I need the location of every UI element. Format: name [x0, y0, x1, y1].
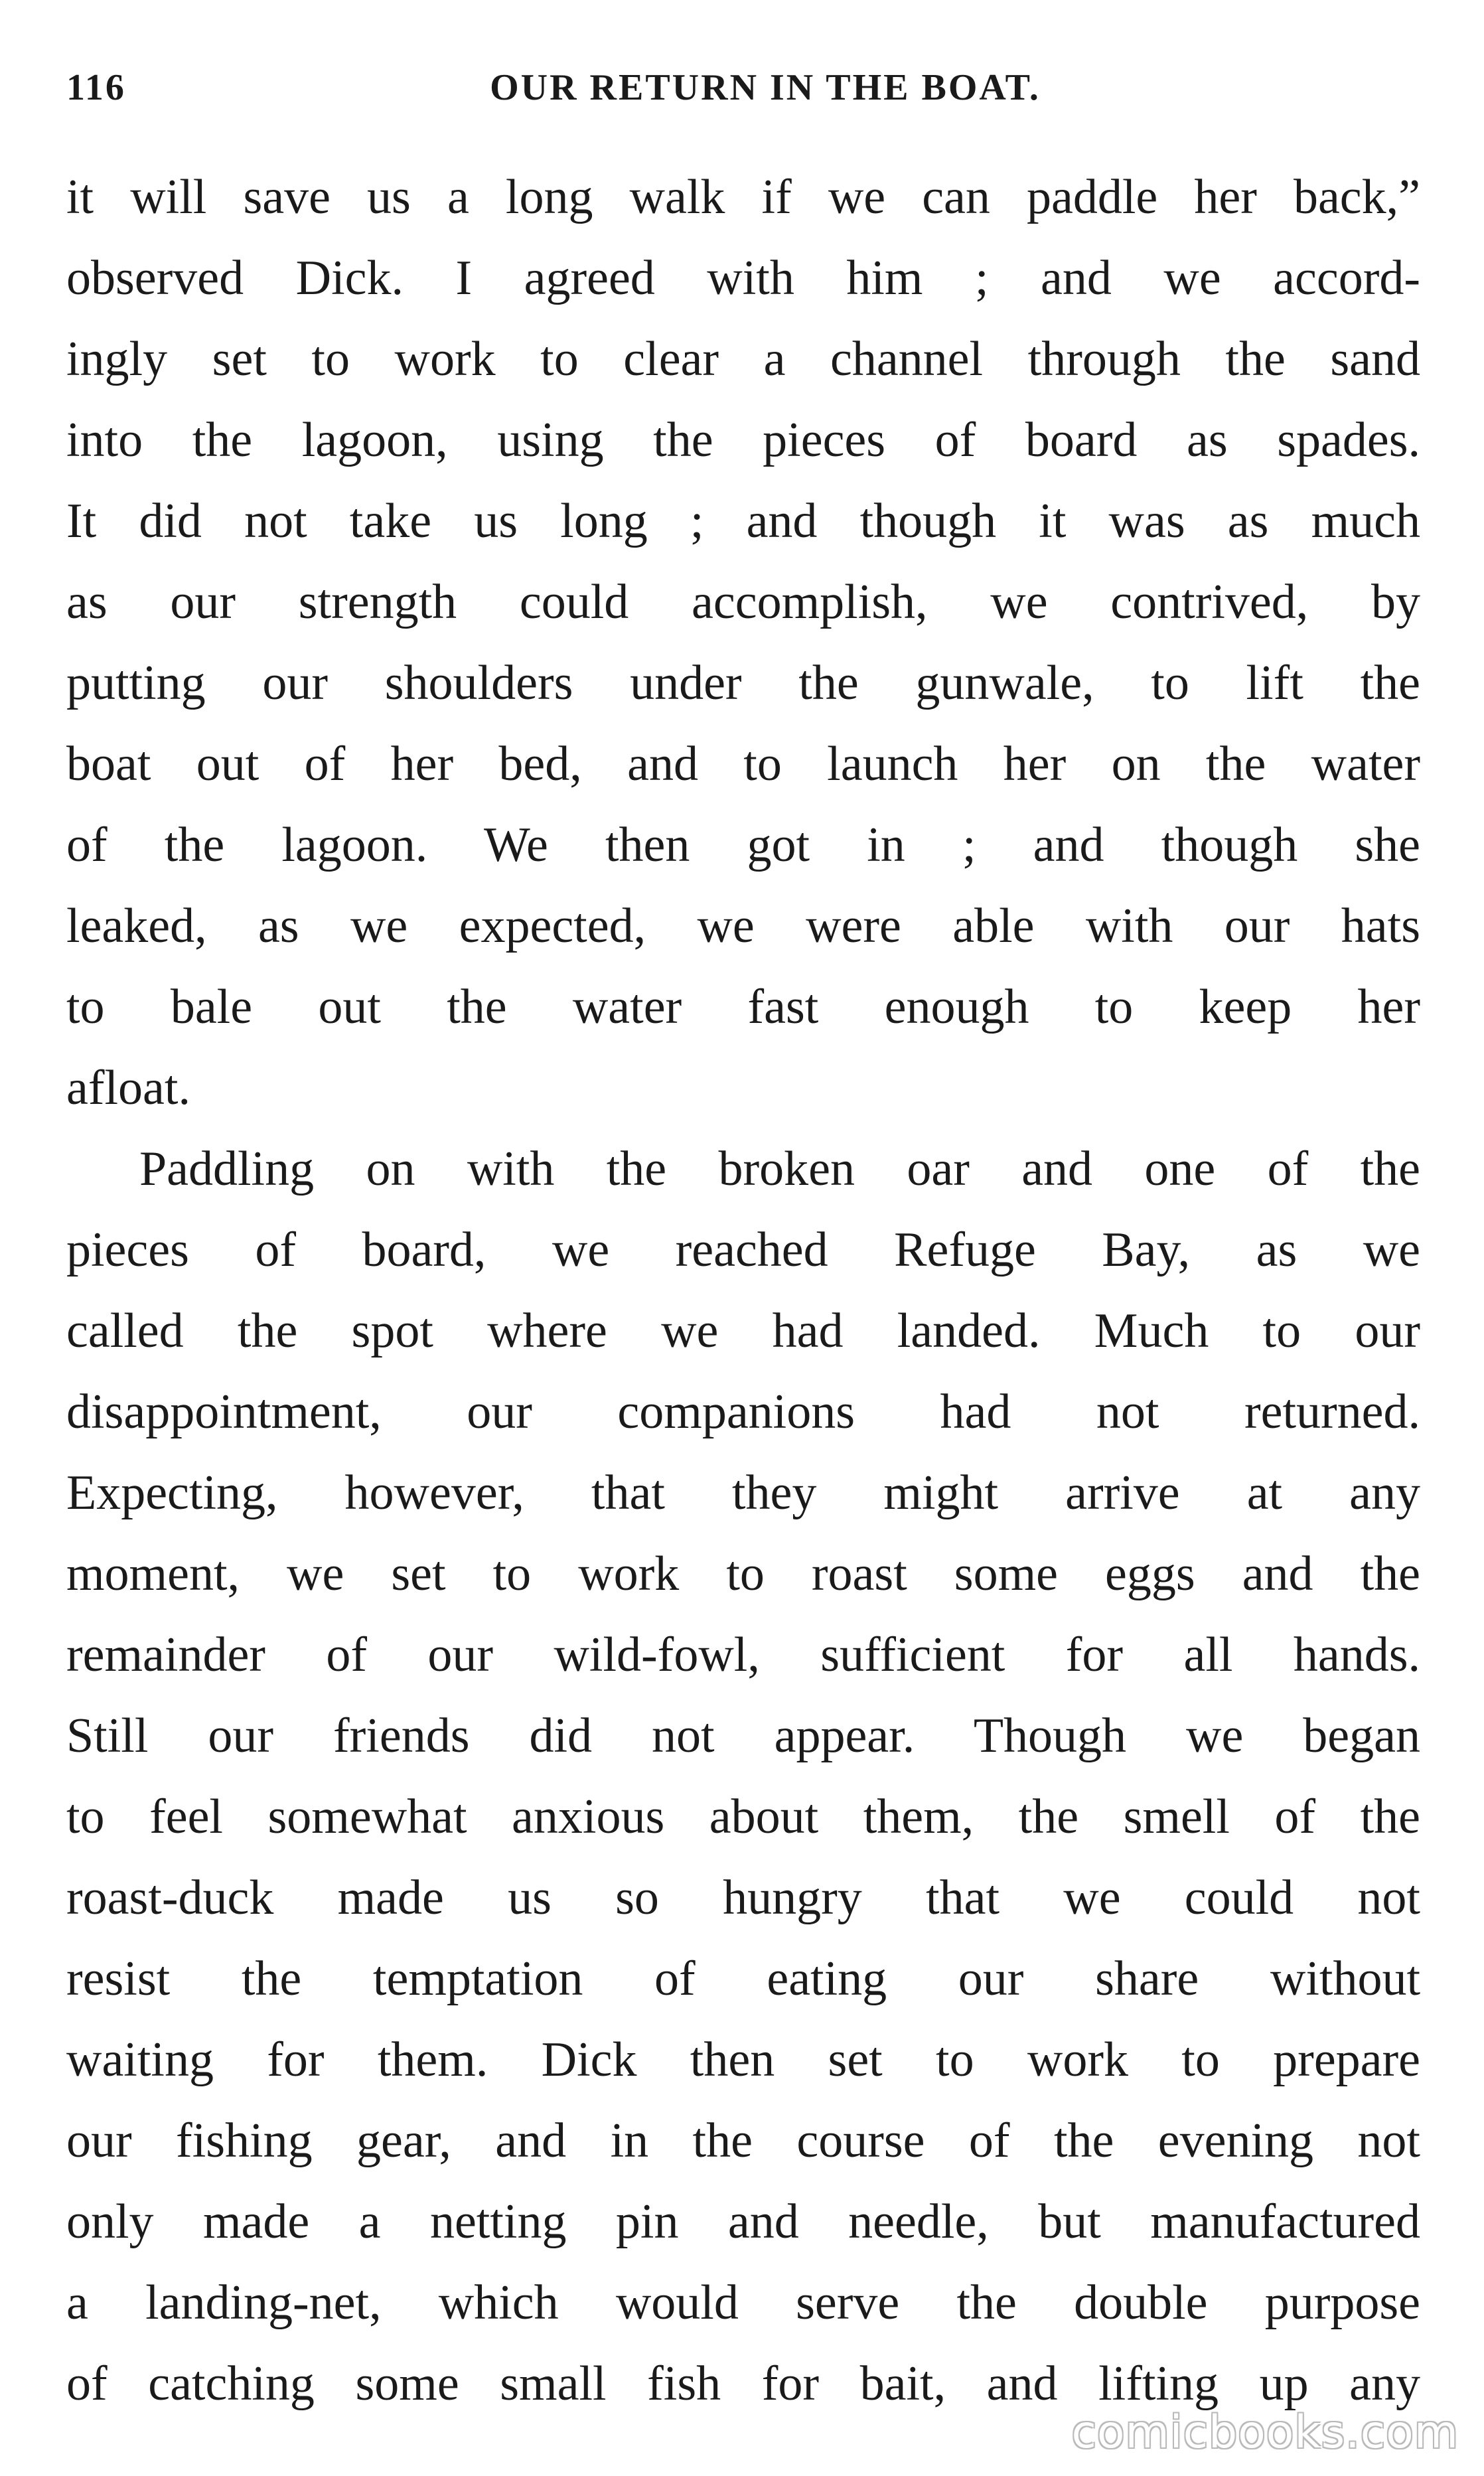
running-title: OUR RETURN IN THE BOAT.	[490, 67, 1041, 108]
text-line: leaked, as we expected, we were able with our hats	[66, 899, 1420, 953]
text-line: to feel somewhat anxious about them, the smell of the	[66, 1790, 1420, 1844]
text-line: moment, we set to work to roast some eggs and the	[66, 1547, 1420, 1601]
text-line: our fishing gear, and in the course of the evening not	[66, 2114, 1420, 2168]
text-line: called the spot where we had landed. Much to our	[66, 1304, 1420, 1358]
page-number: 116	[66, 67, 126, 108]
text-line: into the lagoon, using the pieces of board as spades.	[66, 413, 1420, 467]
text-line: ingly set to work to clear a channel through the sand	[66, 332, 1420, 386]
body-text	[66, 157, 1420, 2424]
text-line: Paddling on with the broken oar and one of the	[139, 1142, 1420, 1196]
watermark: comicbooks.com	[1071, 2406, 1459, 2459]
text-line: of catching some small fish for bait, and lifting up any	[66, 2357, 1420, 2411]
text-line: pieces of board, we reached Refuge Bay, as we	[66, 1223, 1420, 1277]
text-line: resist the temptation of eating our share without	[66, 1952, 1420, 2006]
text-line: only made a netting pin and needle, but manufactured	[66, 2195, 1420, 2249]
paragraph-2	[66, 1128, 1420, 2424]
text-line: of the lagoon. We then got in ; and though she	[66, 818, 1420, 872]
text-line: remainder of our wild-fowl, sufficient for all hands.	[66, 1628, 1420, 1682]
text-line: boat out of her bed, and to launch her on the water	[66, 737, 1420, 791]
text-line: to bale out the water fast enough to keep her	[66, 980, 1420, 1034]
text-line: Still our friends did not appear. Though we began	[66, 1709, 1420, 1763]
page-header	[66, 66, 1418, 119]
text-line: it will save us a long walk if we can paddle her back,”	[66, 170, 1420, 224]
text-line: It did not take us long ; and though it was as much	[66, 494, 1420, 548]
text-line: waiting for them. Dick then set to work to prepare	[66, 2033, 1420, 2087]
text-line: roast-duck made us so hungry that we could not	[66, 1871, 1420, 1925]
text-line: disappointment, our companions had not returned.	[66, 1385, 1420, 1439]
text-line: afloat.	[66, 1061, 190, 1115]
paragraph-1	[66, 157, 1420, 1128]
text-line: as our strength could accomplish, we contrived, by	[66, 575, 1420, 629]
text-line: putting our shoulders under the gunwale, to lift the	[66, 656, 1420, 710]
text-line: a landing-net, which would serve the double purpose	[66, 2276, 1420, 2330]
text-line: Expecting, however, that they might arrive at any	[66, 1466, 1420, 1520]
text-line: observed Dick. I agreed with him ; and we accord-	[66, 251, 1420, 305]
